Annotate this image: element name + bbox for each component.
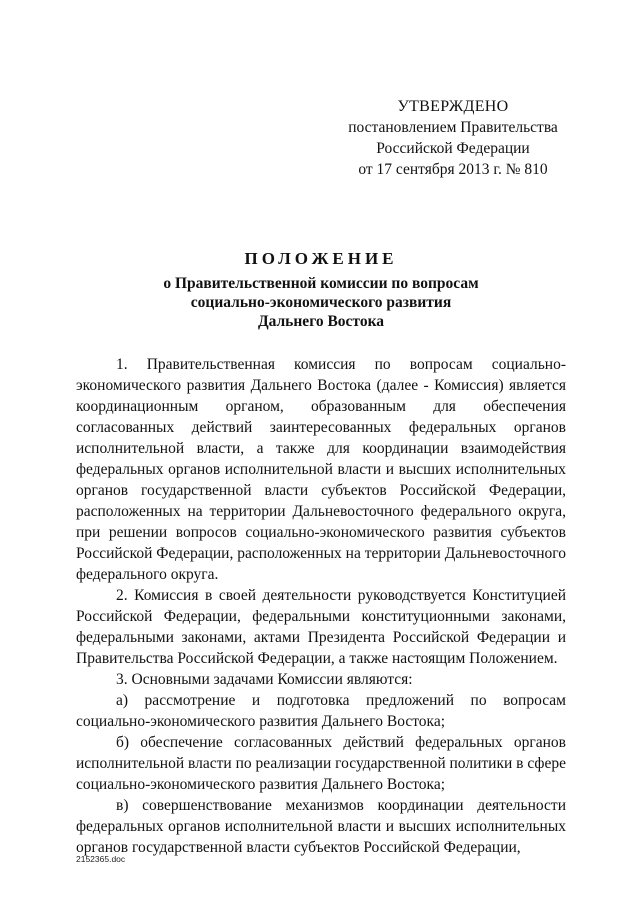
footer-filename: 2152365.doc	[76, 854, 126, 864]
paragraph-3c: в) совершенствование механизмов координации деятельности федеральных органов исполнительной власти и высших исполнительных органов государственной власти субъектов Российской Федерации,	[76, 797, 566, 856]
subtitle-line-2: социально-экономического развития	[190, 294, 452, 311]
paragraph-3a: а) рассмотрение и подготовка предложений по вопросам социально-экономического развития Дальнего Востока;	[76, 692, 566, 730]
document-body	[76, 354, 566, 858]
approval-line-1: постановлением Правительства	[348, 119, 558, 136]
document-title: ПОЛОЖЕНИЕ	[244, 249, 398, 268]
approval-line-2: Российской Федерации	[376, 140, 530, 157]
subtitle-line-3: Дальнего Востока	[257, 313, 385, 330]
paragraph-3b: б) обеспечение согласованных действий федеральных органов исполнительной власти по реализации государственной политики в сфере социально-экономического развития Дальнего Востока;	[76, 734, 566, 793]
approval-stamp	[338, 96, 568, 180]
subtitle-line-1: о Правительственной комиссии по вопросам	[163, 275, 479, 292]
paragraph-2: 2. Комиссия в своей деятельности руководствуется Конституцией Российской Федерации, федеральными конституционными законами, федеральными законами, актами Президента Российской Федерации и Правительства Российской Федерации, а также настоящим Положением.	[76, 587, 566, 667]
paragraph-1: 1. Правительственная комиссия по вопросам социально-экономического развития Дальнего Востока (далее - Комиссия) является координационным органом, образованным для обеспечения согласованных действий заинтересованных федеральных органов исполнительной власти, а также для координации взаимодействия федеральных органов исполнительной власти и высших исполнительных органов государственной власти субъектов Российской Федерации, расположенных на территории Дальневосточного федерального округа, при решении вопросов социально-экономического развития субъектов Российской Федерации, расположенных на территории Дальневосточного федерального округа.	[76, 356, 566, 583]
document-subtitle	[76, 274, 566, 331]
document-title-block	[76, 248, 566, 331]
paragraph-3: 3. Основными задачами Комиссии являются:	[116, 671, 413, 688]
approval-heading: УТВЕРЖДЕНО	[397, 98, 509, 115]
approval-line-3: от 17 сентября 2013 г. № 810	[358, 161, 548, 178]
